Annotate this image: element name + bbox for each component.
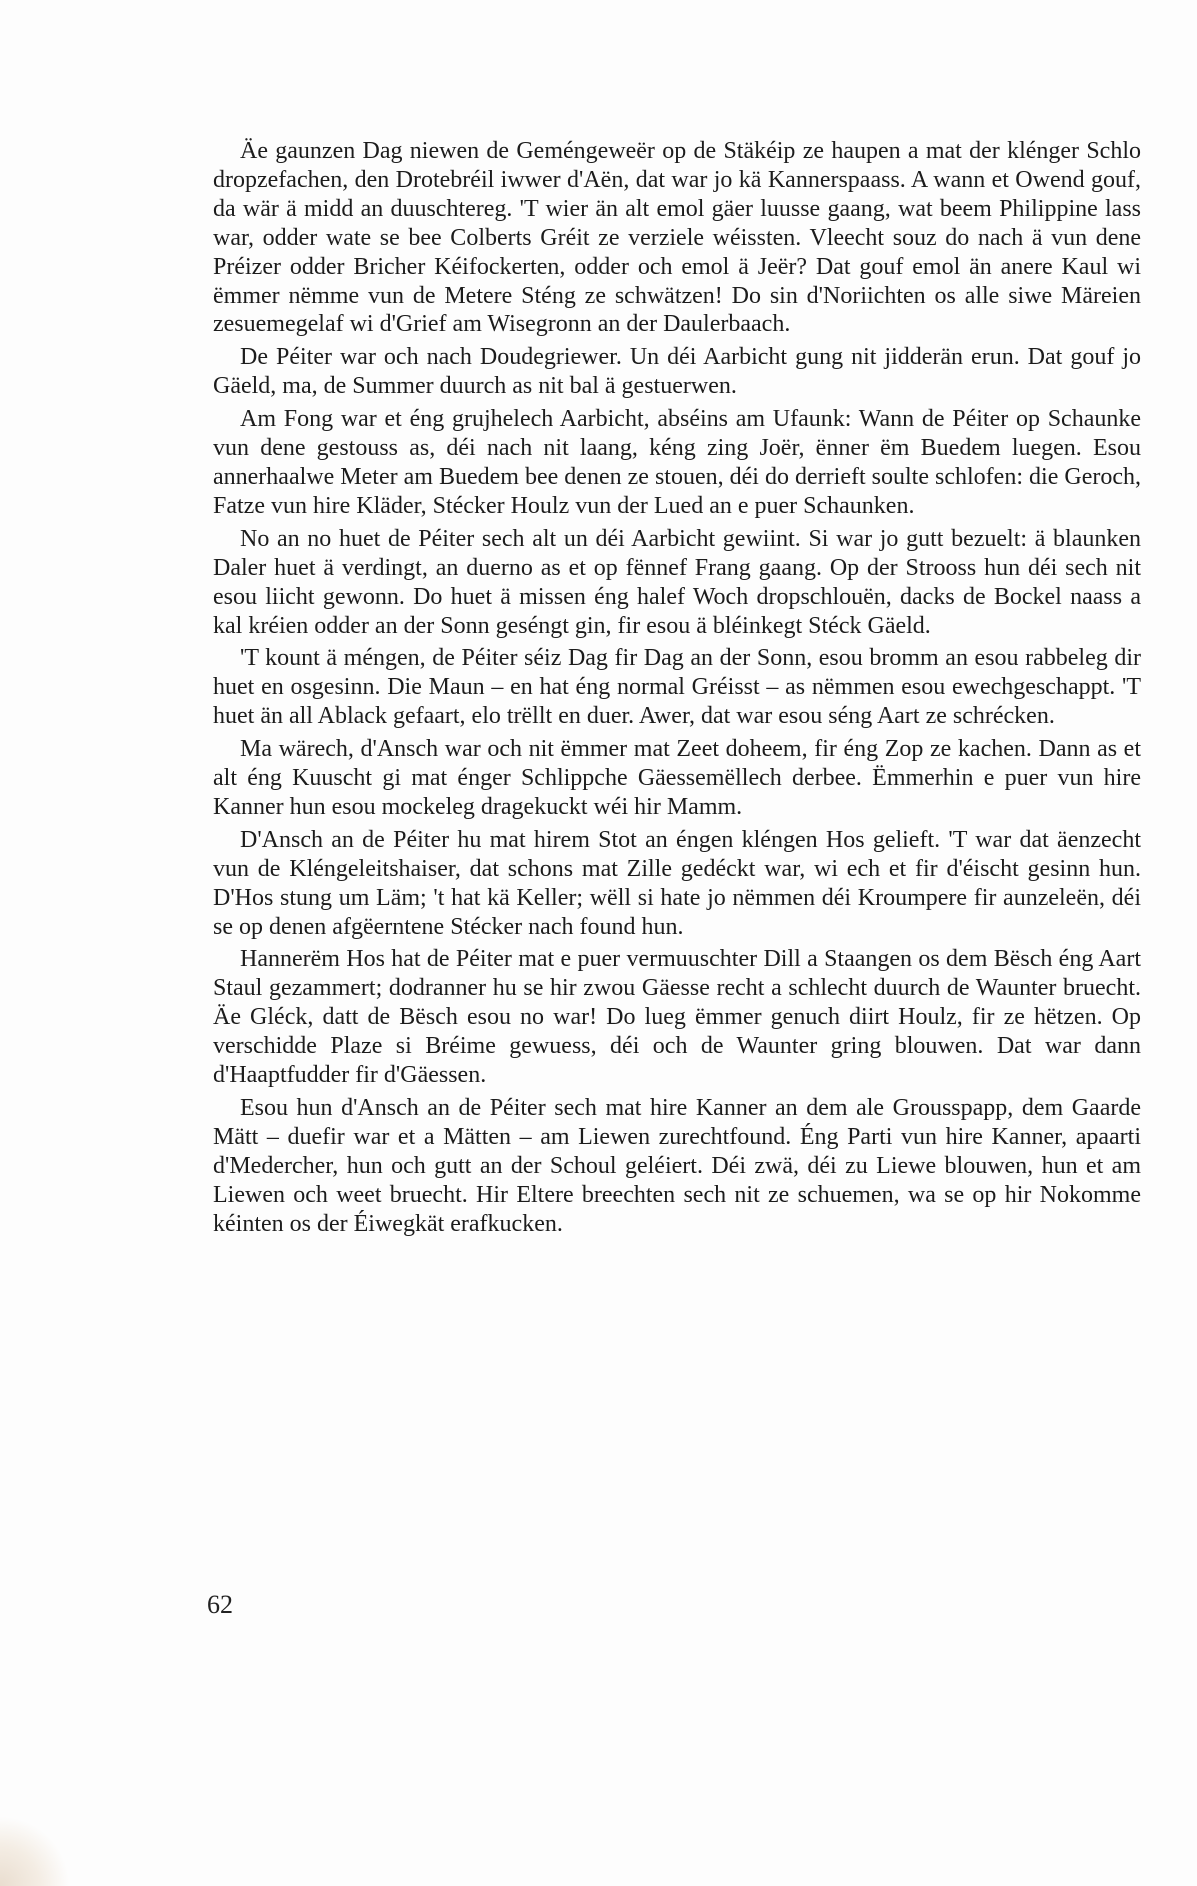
paragraph: 'T kount ä méngen, de Péiter séiz Dag fir Dag an der Sonn, esou bromm an esou rabbeleg dir huet en osgesinn. Die Maun – en hat éng normal Gréisst – as nëmmen esou ewechgeschappt. 'T huet än all Ablack gefaart, elo trëllt en duer. Awer, dat war esou séng Aart ze schrécken. (213, 645, 1141, 730)
body-text (213, 137, 1141, 1243)
paragraph: Esou hun d'Ansch an de Péiter sech mat hire Kanner an dem ale Grousspapp, dem Gaarde Mätt – duefir war et a Mätten – am Liewen zurechtfound. Éng Parti vun hire Kanner, apaarti d'Medercher, hun och gutt an der Schoul geléiert. Déi zwä, déi zu Liewe blouwen, hun et am Liewen och weet bruecht. Hir Eltere breechten sech nit ze schuemen, wa se op hir Nokomme kéinten os der Éiwegkät erafkucken. (213, 1095, 1141, 1237)
page-corner-stain (0, 1816, 70, 1886)
paragraph: No an no huet de Péiter sech alt un déi Aarbicht gewiint. Si war jo gutt bezuelt: ä blaunken Daler huet ä verdingt, an duerno as et op fënnef Frang gaang. Op der Strooss hun déi sech nit esou liicht gewonn. Do huet ä missen éng halef Woch dropschlouën, dacks de Bockel naass a kal kréien odder an der Sonn geséngt gin, fir esou ä bléinkegt Stéck Gäeld. (213, 525, 1141, 639)
paragraph: Am Fong war et éng grujhelech Aarbicht, abséins am Ufaunk: Wann de Péiter op Schaunke vun dene gestouss as, déi nach nit laang, kéng zing Joër, ënner ëm Buedem luegen. Esou annerhaalwe Meter am Buedem bee denen ze stouen, déi do derrieft soulte schlofen: die Geroch, Fatze vun hire Kläder, Stécker Houlz vun der Lued an e puer Schaunken. (213, 406, 1141, 519)
paragraph: Ma wärech, d'Ansch war och nit ëmmer mat Zeet doheem, fir éng Zop ze kachen. Dann as et alt éng Kuuscht gi mat énger Schlippche Gäessemëllech derbee. Ëmmerhin e puer vun hire Kanner hun esou mockeleg dragekuckt wéi hir Mamm. (213, 736, 1141, 820)
page-number: 62 (207, 1590, 233, 1619)
paragraph: De Péiter war och nach Doudegriewer. Un déi Aarbicht gung nit jidderän erun. Dat gouf jo Gäeld, ma, de Summer duurch as nit bal ä gestuerwen. (213, 344, 1141, 400)
paragraph: Hannerëm Hos hat de Péiter mat e puer vermuuschter Dill a Staangen os dem Bësch éng Aart Staul gezammert; dodranner hu se hir zwou Gäesse recht a schlecht duurch de Waunter bruecht. Äe Gléck, datt de Bësch esou no war! Do lueg ëmmer genuch diirt Houlz, fir ze hëtzen. Op verschidde Plaze si Bréime gewuess, déi och de Waunter gring blouwen. Dat war dann d'Haaptfudder fir d'Gäessen. (213, 946, 1141, 1089)
paragraph: D'Ansch an de Péiter hu mat hirem Stot an éngen kléngen Hos gelieft. 'T war dat äenzecht vun de Kléngeleitshaiser, dat schons mat Zille gedéckt war, wi ech et fir d'éischt gesinn hun. D'Hos stung um Läm; 't hat kä Keller; wëll si hate jo nëmmen déi Kroumpere fir aunzeleën, déi se op denen afgëerntene Stécker nach found hun. (213, 826, 1141, 940)
paragraph: Äe gaunzen Dag niewen de Geméngeweër op de Stäkéip ze haupen a mat der klénger Schlo dropzefachen, den Drotebréil iwwer d'Aën, dat war jo kä Kannerspaass. A wann et Owend gouf, da wär ä midd an duuschtereg. 'T wier än alt emol gäer luusse gaang, wat beem Philippine lass war, odder wate se bee Colberts Gréit ze verziele wéissten. Vleecht souz do nach ä vun dene Préizer odder Bricher Kéifockerten, odder och emol ä Jeër? Dat gouf emol än anere Kaul wi ëmmer nëmme vun de Metere Sténg ze schwätzen! Do sin d'Noriichten os alle siwe Märeien zesuemegelaf wi d'Grief am Wisegronn an der Daulerbaach. (213, 138, 1141, 338)
